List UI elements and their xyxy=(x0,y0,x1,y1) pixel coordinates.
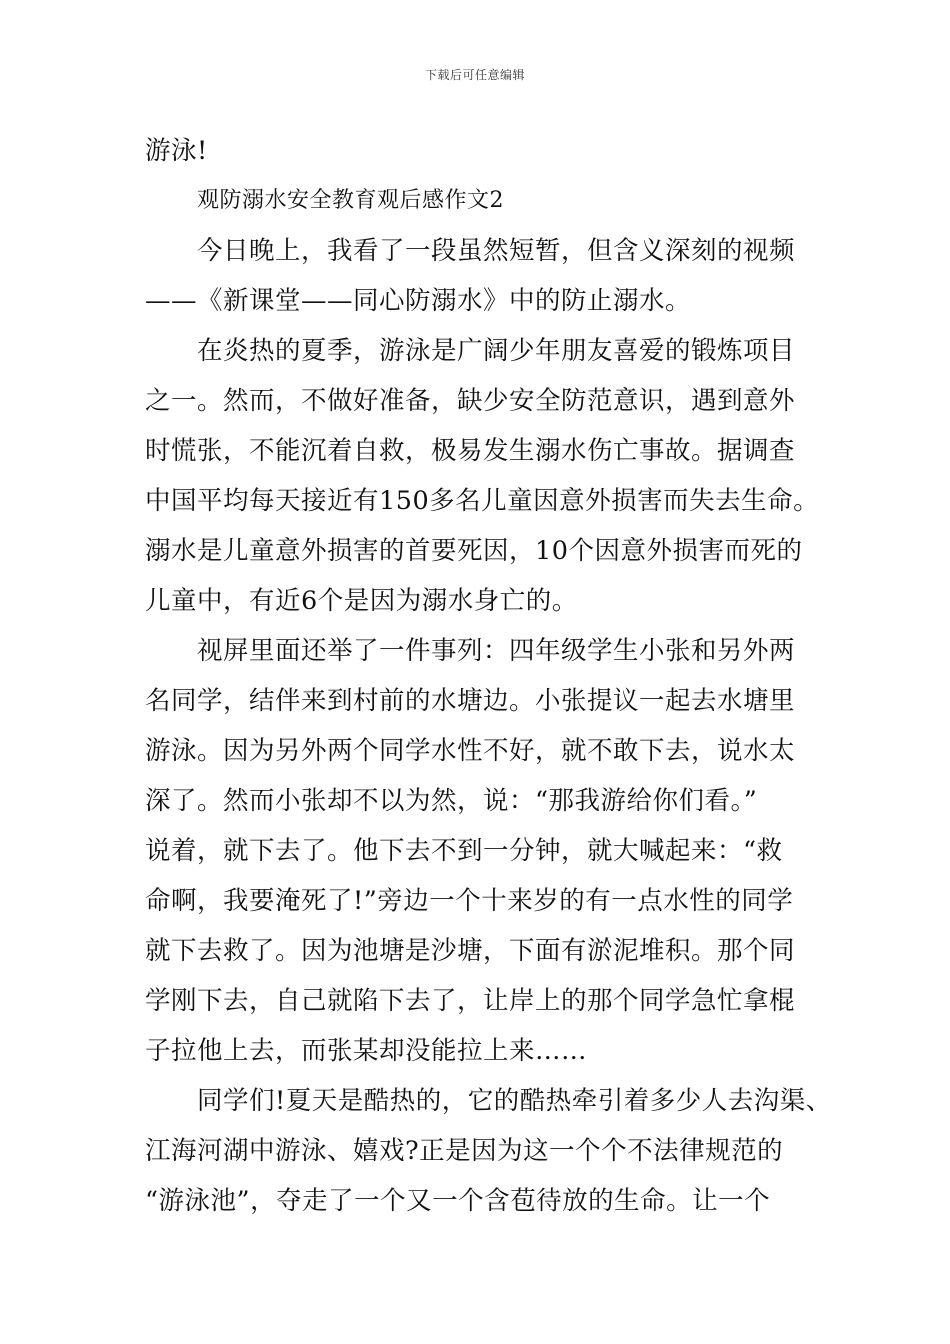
text-line: 在炎热的夏季，游泳是广阔少年朋友喜爱的锻炼项目 xyxy=(197,336,796,366)
text-line: 儿童中，有近6个是因为溺水身亡的。 xyxy=(145,586,578,616)
text-line: 命啊，我要淹死了!”旁边一个十来岁的有一点水性的同学 xyxy=(145,886,794,916)
text-line: 中国平均每天接近有150多名儿童因意外损害而失去生命。 xyxy=(145,486,820,516)
text-line: 溺水是儿童意外损害的首要死因，10个因意外损害而死的 xyxy=(145,536,803,566)
text-line: 视屏里面还举了一件事列：四年级学生小张和另外两 xyxy=(197,636,796,666)
text-line: 就下去救了。因为池塘是沙塘，下面有淤泥堆积。那个同 xyxy=(145,936,796,966)
section-title: 观防溺水安全教育观后感作文2 xyxy=(197,188,504,213)
page-header: 下载后可任意编辑 xyxy=(424,68,525,82)
text-line: ——《新课堂——同心防溺水》中的防止溺水。 xyxy=(145,286,692,316)
text-line: 时慌张，不能沉着自救，极易发生溺水伤亡事故。据调查 xyxy=(145,436,796,466)
text-line: 子拉他上去，而张某却没能拉上来…… xyxy=(145,1036,588,1066)
document-body xyxy=(145,126,832,1226)
text-line: “游泳池”，夺走了一个又一个含苞待放的生命。让一个 xyxy=(145,1186,771,1216)
text-line: 之一。然而，不做好准备，缺少安全防范意识，遇到意外 xyxy=(145,386,796,416)
text-line: 游泳。因为另外两个同学水性不好，就不敢下去，说水太 xyxy=(145,736,796,766)
text-line: 名同学，结伴来到村前的水塘边。小张提议一起去水塘里 xyxy=(145,686,796,716)
text-line: 说着，就下去了。他下去不到一分钟，就大喊起来：“救 xyxy=(145,836,783,866)
text-line: 学刚下去，自己就陷下去了，让岸上的那个同学急忙拿棍 xyxy=(145,986,796,1016)
text-line: 江海河湖中游泳、嬉戏?正是因为这一个个不法律规范的 xyxy=(145,1136,784,1166)
text-line: 同学们!夏天是酷热的，它的酷热牵引着多少人去沟渠、 xyxy=(197,1086,832,1116)
text-line: 今日晚上，我看了一段虽然短暂，但含义深刻的视频 xyxy=(197,236,796,266)
text-line: 游泳! xyxy=(145,136,208,166)
text-line: 深了。然而小张却不以为然，说：“那我游给你们看。” xyxy=(145,786,758,816)
